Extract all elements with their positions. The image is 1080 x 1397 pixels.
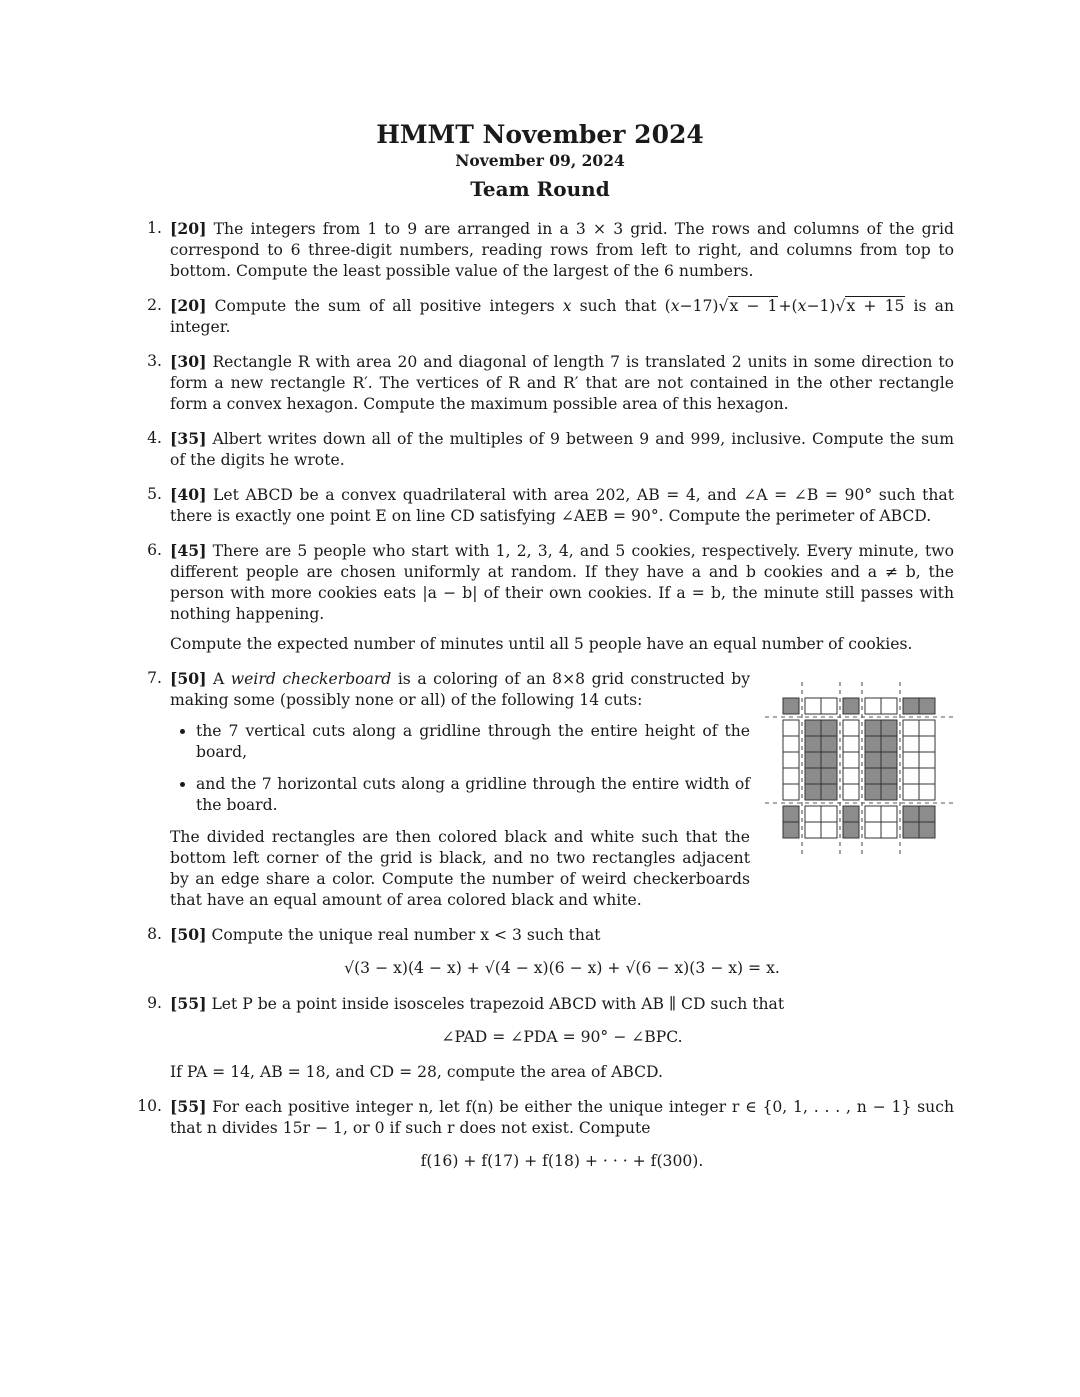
problem-text: Compute the unique real number x < 3 such that — [211, 926, 601, 944]
board-cell-white — [783, 752, 799, 768]
board-cell-black — [783, 698, 799, 714]
board-cell-black — [881, 736, 897, 752]
problem-4 — [147, 428, 954, 471]
board-cell-white — [821, 822, 837, 838]
board-cell-black — [843, 698, 859, 714]
board-cell-white — [805, 822, 821, 838]
display-equation: √(3 − x)(4 − x) + √(4 − x)(6 − x) + √(6 − x)(3 − x) = x. — [344, 959, 780, 977]
board-cell-black — [821, 784, 837, 800]
board-cell-black — [805, 736, 821, 752]
problem-number: 8. — [147, 925, 162, 943]
problem-subtext: Compute the expected number of minutes until all 5 people have an equal number of cookies. — [170, 635, 913, 653]
radicand: x − 1 — [729, 297, 778, 315]
board-cell-white — [903, 736, 919, 752]
board-cell-black — [903, 698, 919, 714]
problem-8 — [147, 924, 954, 979]
problem-5 — [147, 484, 954, 527]
board-cell-white — [783, 784, 799, 800]
board-cell-white — [919, 720, 935, 736]
problem-text: such that ( — [571, 297, 671, 315]
board-cell-white — [881, 698, 897, 714]
display-equation: f(16) + f(17) + f(18) + · · · + f(300). — [420, 1152, 704, 1170]
problem-number: 7. — [147, 669, 162, 687]
math-var: x — [797, 297, 807, 315]
problem-number: 1. — [147, 219, 162, 237]
problem-points: [55] — [170, 994, 207, 1013]
sqrt-sign: √ — [835, 297, 846, 315]
problem-7-text — [170, 668, 750, 911]
board-cell-black — [821, 768, 837, 784]
board-cell-black — [903, 806, 919, 822]
problem-points: [30] — [170, 352, 207, 371]
board-cell-black — [881, 720, 897, 736]
problem-text: Rectangle R with area 20 and diagonal of length 7 is translated 2 units in some direction to form a new rectangle R′. The vertices of R and R′ that are not contained in the other rectangle form a convex hexagon. Compute the maximum possible area of this hexagon. — [170, 353, 954, 413]
board-cell-black — [865, 736, 881, 752]
board-cell-black — [805, 784, 821, 800]
problem-2 — [147, 295, 954, 338]
problem-number: 10. — [137, 1097, 162, 1115]
board-cell-black — [919, 698, 935, 714]
board-cell-white — [903, 784, 919, 800]
problem-number: 6. — [147, 541, 162, 559]
board-cell-white — [843, 736, 859, 752]
board-cell-black — [865, 752, 881, 768]
problem-10 — [137, 1096, 954, 1172]
board-cell-white — [783, 720, 799, 736]
problem-points: [50] — [170, 669, 207, 688]
display-equation: ∠PAD = ∠PDA = 90° − ∠BPC. — [441, 1028, 683, 1046]
problem-text: is an integer. — [170, 297, 954, 336]
board-cell-white — [821, 698, 837, 714]
board-cell-black — [821, 736, 837, 752]
board-cell-black — [881, 768, 897, 784]
board-cell-black — [881, 784, 897, 800]
board-cell-white — [881, 822, 897, 838]
problem-list — [137, 218, 954, 1186]
problem-points: [20] — [170, 296, 207, 315]
problem-3 — [147, 351, 954, 415]
board-cell-white — [903, 768, 919, 784]
problem-text: +( — [778, 297, 798, 315]
list-item: • and the 7 horizontal cuts along a gridline through the entire width of the board. — [196, 774, 750, 816]
problem-text: For each positive integer n, let f(n) be either the unique integer r ∈ {0, 1, . . . , n − 1} such that n divides 15r − 1, or 0 if such r does not exist. Compute — [170, 1098, 954, 1137]
problem-subtext: If PA = 14, AB = 18, and CD = 28, compute the area of ABCD. — [170, 1063, 663, 1081]
board-cell-white — [843, 720, 859, 736]
problem-text: Albert writes down all of the multiples of 9 between 9 and 999, inclusive. Compute the sum of the digits he wrote. — [170, 430, 954, 469]
list-item: • the 7 vertical cuts along a gridline through the entire height of the board, — [196, 721, 750, 763]
problem-text: −17) — [679, 297, 719, 315]
board-cell-white — [865, 822, 881, 838]
problem-1 — [147, 218, 954, 282]
board-cell-black — [821, 720, 837, 736]
board-cell-black — [865, 768, 881, 784]
problem-text: The integers from 1 to 9 are arranged in a 3 × 3 grid. The rows and columns of the grid correspond to 6 three-digit numbers, reading rows from left to right, and columns from top to bottom. Compute the least possible value of the largest of the 6 numbers. — [170, 220, 954, 280]
board-cell-white — [843, 768, 859, 784]
problem-7 — [147, 668, 954, 911]
board-cell-white — [865, 806, 881, 822]
board-cell-black — [783, 822, 799, 838]
problem-points: [20] — [170, 219, 207, 238]
board-cell-black — [821, 752, 837, 768]
board-cell-white — [821, 806, 837, 822]
board-cell-white — [903, 752, 919, 768]
board-cell-white — [865, 698, 881, 714]
radicand: x + 15 — [846, 297, 905, 315]
board-cell-black — [919, 822, 935, 838]
problem-text: A — [213, 670, 231, 688]
board-cell-white — [919, 752, 935, 768]
problem-text: Let ABCD be a convex quadrilateral with area 202, AB = 4, and ∠A = ∠B = 90° such that there is exactly one point E on line CD satisfying ∠AEB = 90°. Compute the perimeter of ABCD. — [170, 486, 954, 525]
problem-points: [35] — [170, 429, 207, 448]
board-cell-black — [843, 822, 859, 838]
board-cell-white — [843, 752, 859, 768]
problem-number: 3. — [147, 352, 162, 370]
problem-text: Let P be a point inside isosceles trapezoid ABCD with AB ∥ CD such that — [211, 995, 785, 1013]
board-cell-black — [805, 720, 821, 736]
board-cell-black — [865, 720, 881, 736]
board-cell-black — [919, 806, 935, 822]
round-title: Team Round — [470, 177, 610, 201]
board-cell-black — [903, 822, 919, 838]
weird-checkerboard-figure — [765, 682, 955, 860]
board-cell-black — [881, 752, 897, 768]
page-title: HMMT November 2024 — [376, 120, 704, 149]
board-cell-black — [783, 806, 799, 822]
problem-points: [55] — [170, 1097, 207, 1116]
board-cell-white — [783, 736, 799, 752]
board-cell-black — [805, 752, 821, 768]
board-cell-white — [805, 698, 821, 714]
problem-number: 2. — [147, 296, 162, 314]
board-cell-white — [903, 720, 919, 736]
problem-text: −1) — [806, 297, 836, 315]
board-cell-white — [919, 784, 935, 800]
board-cell-white — [919, 736, 935, 752]
problem-9 — [147, 993, 954, 1083]
problem-points: [45] — [170, 541, 207, 560]
board-cell-white — [843, 784, 859, 800]
emphasis-term: weird checkerboard — [230, 670, 392, 688]
board-cell-white — [881, 806, 897, 822]
problem-text: is a coloring of an 8×8 grid constructed by making some (possibly none or all) of the following 14 cuts: — [170, 670, 751, 709]
cut-list — [170, 721, 750, 816]
problem-number: 9. — [147, 994, 162, 1012]
contest-date: November 09, 2024 — [455, 151, 625, 170]
problem-points: [40] — [170, 485, 207, 504]
problem-text: There are 5 people who start with 1, 2, 3, 4, and 5 cookies, respectively. Every minute, two different people are chosen uniformly at random. If they have a and b cookies and a ≠ b, the person with more cookies eats |a − b| of their own cookies. If a = b, the minute still passes with nothing happening. — [170, 542, 954, 623]
board-cell-white — [783, 768, 799, 784]
problem-6 — [147, 540, 954, 655]
board-cell-black — [865, 784, 881, 800]
math-var: x — [562, 297, 572, 315]
problem-subtext: The divided rectangles are then colored black and white such that the bottom left corner of the grid is black, and no two rectangles adjacent by an edge share a color. Compute the number of weird checkerboards that have an equal amount of area colored black and white. — [170, 828, 750, 909]
sqrt-sign: √ — [718, 297, 729, 315]
board-cell-white — [919, 768, 935, 784]
board-cell-black — [805, 768, 821, 784]
problem-text: Compute the sum of all positive integers — [214, 297, 563, 315]
problem-points: [50] — [170, 925, 207, 944]
problem-number: 5. — [147, 485, 162, 503]
board-cell-black — [843, 806, 859, 822]
board-cell-white — [805, 806, 821, 822]
problem-number: 4. — [147, 429, 162, 447]
math-var: x — [670, 297, 680, 315]
